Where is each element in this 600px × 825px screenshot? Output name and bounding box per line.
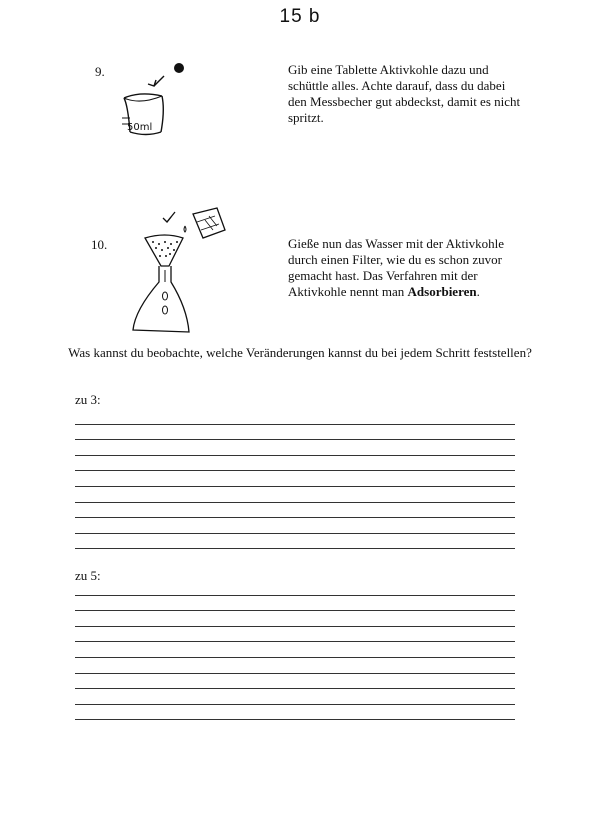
charcoal-tablet-icon [174,63,184,73]
step-10-number: 10. [91,237,108,252]
writing-line[interactable] [75,503,515,519]
writing-line[interactable] [75,518,515,534]
writing-line[interactable] [75,642,515,658]
answer-label-3: zu 3: [75,392,101,407]
answer-lines-5[interactable] [75,580,515,720]
writing-line[interactable] [75,456,515,472]
writing-line[interactable] [75,627,515,643]
step-10-text [288,236,523,300]
pouring-beaker-icon [193,208,225,238]
writing-line[interactable] [75,425,515,441]
writing-line[interactable] [75,487,515,503]
writing-line[interactable] [75,611,515,627]
step-9-number: 9. [95,64,105,79]
beaker-with-tablet-drawing [110,60,200,150]
page-number: 15 b [279,6,321,27]
step-9-text: Gib eine Tablette Aktivkohle dazu und schüttle alles. Achte darauf, dass du dabei den Messbecher gut abdeckst, damit es nicht spritzt. [288,62,521,125]
answer-label-5: zu 5: [75,568,101,583]
writing-line[interactable] [75,705,515,721]
writing-line[interactable] [75,596,515,612]
writing-line[interactable] [75,471,515,487]
term-adsorbieren: Adsorbieren [407,284,477,299]
step-10-text-part: Gieße nun das Wasser mit der Aktivkohle durch einen Filter, wie du es schon zuvor gemacht hast. Das Verfahren mit der Aktivkohle nennt man [288,236,505,299]
flask-icon [133,266,189,332]
writing-line[interactable] [75,534,515,550]
writing-line[interactable] [75,689,515,705]
beaker-volume-label: 50ml [127,122,153,133]
funnel-icon [145,235,183,266]
answer-lines-3[interactable] [75,409,515,549]
writing-line[interactable] [75,580,515,596]
observation-question: Was kannst du beobachte, welche Veränderungen kannst du bei jedem Schritt feststellen? [68,345,532,360]
writing-line[interactable] [75,674,515,690]
filter-flask-drawing [125,200,235,340]
writing-line[interactable] [75,409,515,425]
step-10-text-end: . [476,284,480,299]
writing-line[interactable] [75,440,515,456]
writing-line[interactable] [75,658,515,674]
